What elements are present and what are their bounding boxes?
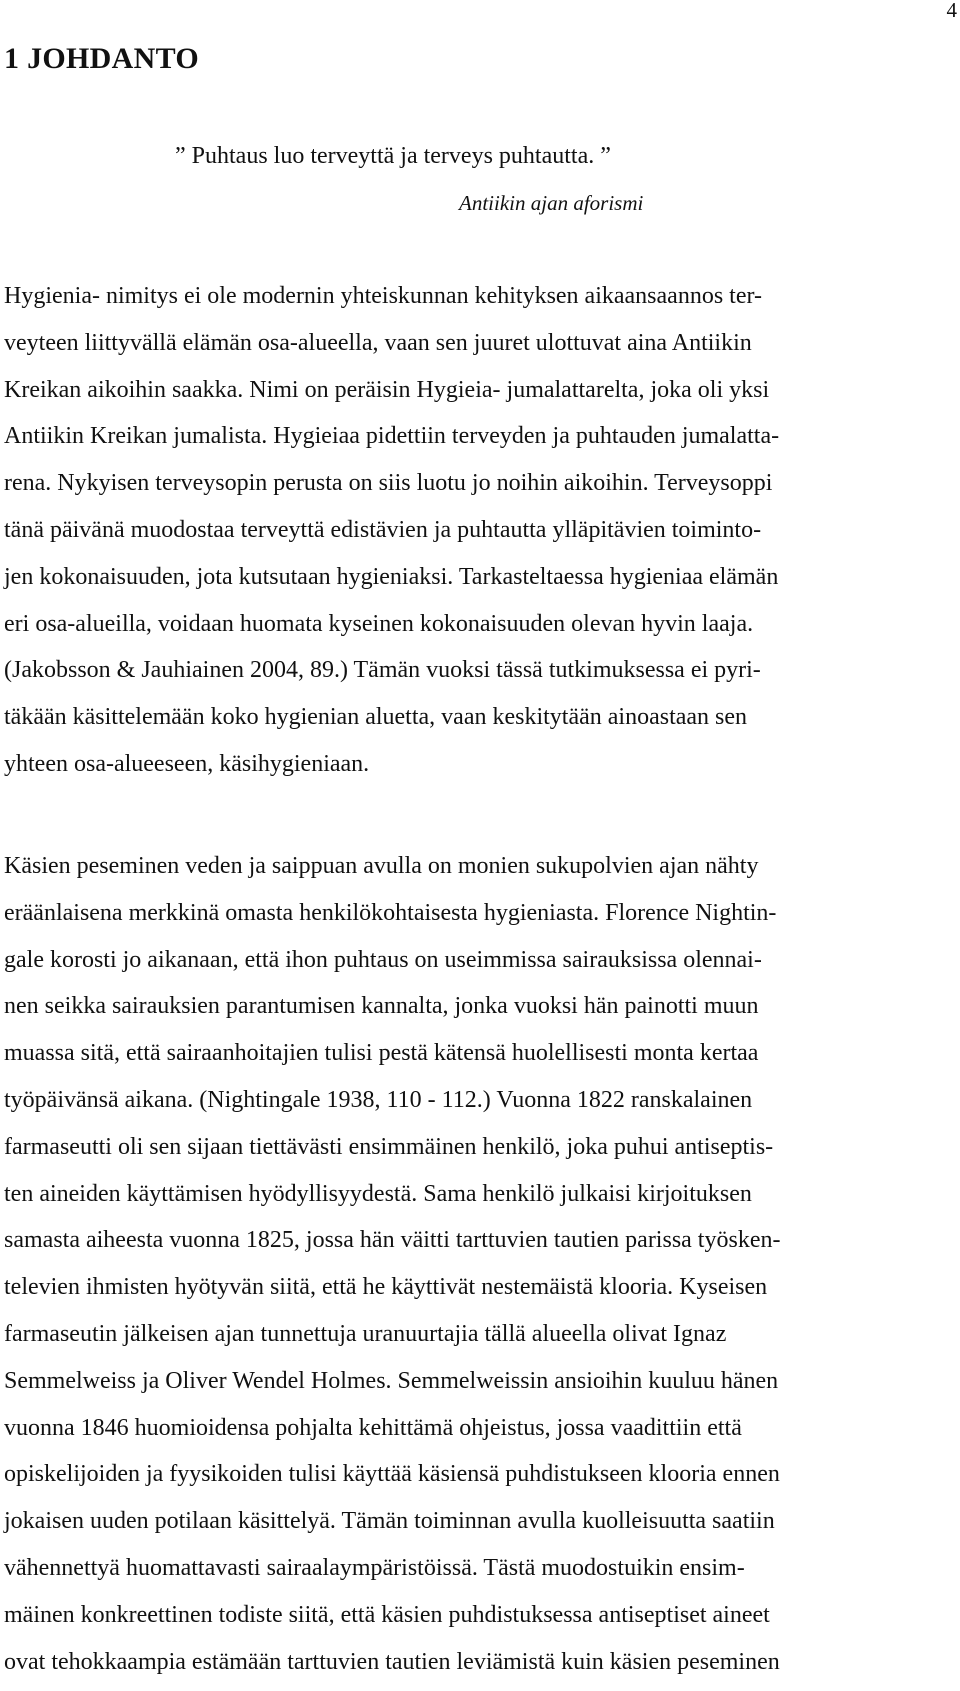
text-line: rena. Nykyisen terveysopin perusta on siis luotu jo noihin aikoihin. Terveysoppi [4,470,773,497]
body-paragraph-2 [4,843,954,1685]
text-line: farmaseutin jälkeisen ajan tunnettuja uranuurtajia tällä alueella olivat Ignaz [4,1320,727,1347]
text-line: Käsien peseminen veden ja saippuan avulla on monien sukupolvien ajan nähty [4,853,759,879]
text-line: muassa sitä, että sairaanhoitajien tulisi pestä kätensä huolellisesti monta kertaa [4,1040,759,1067]
page-number: 4 [946,0,957,22]
text-line: eräänlaisena merkkinä omasta henkilökohtaisesta hygieniasta. Florence Nightin- [4,899,777,926]
text-line: samasta aiheesta vuonna 1825, jossa hän väitti tarttuvien tautien parissa työsken- [4,1227,781,1254]
text-line: ten aineiden käyttämisen hyödyllisyydestä. Sama henkilö julkaisi kirjoituksen [4,1180,752,1207]
text-line: veyteen liittyvällä elämän osa-alueella, vaan sen juuret ulottuvat aina Antiikin [4,329,752,356]
text-line: eri osa-alueilla, voidaan huomata kyseinen kokonaisuuden olevan hyvin laaja. [4,610,754,637]
text-line: täkään käsittelemään koko hygienian aluetta, vaan keskitytään ainoastaan sen [4,704,748,731]
chapter-heading: 1 JOHDANTO [4,42,199,75]
text-line: televien ihmisten hyötyvän siitä, että he käyttivät nestemäistä klooria. Kyseisen [4,1274,768,1301]
epigraph-quote: ” Puhtaus luo terveyttä ja terveys puhtautta. ” [175,143,611,169]
text-line: nen seikka sairauksien parantumisen kannalta, jonka vuoksi hän painotti muun [4,993,759,1020]
text-line: gale korosti jo aikanaan, että ihon puhtaus on useimmissa sairauksissa olennai- [4,946,762,973]
text-line: tänä päivänä muodostaa terveyttä edistävien ja puhtautta ylläpitävien toiminto- [4,516,762,543]
text-line: (Jakobsson & Jauhiainen 2004, 89.) Tämän vuoksi tässä tutkimuksessa ei pyri- [4,657,761,684]
text-line: yhteen osa-alueeseen, käsihygieniaan. [4,750,370,777]
text-line: jen kokonaisuuden, jota kutsutaan hygieniaksi. Tarkasteltaessa hygieniaa elämän [4,563,779,590]
text-line: Kreikan aikoihin saakka. Nimi on peräisin Hygieia- jumalattarelta, joka oli yksi [4,376,770,403]
body-paragraph-1 [4,273,954,788]
text-line: Antiikin Kreikan jumalista. Hygieiaa pidettiin terveyden ja puhtauden jumalatta- [4,423,780,450]
text-line: työpäivänsä aikana. (Nightingale 1938, 110 - 112.) Vuonna 1822 ranskalainen [4,1086,753,1113]
text-line: jokaisen uuden potilaan käsittelyä. Tämän toiminnan avulla kuolleisuutta saatiin [4,1508,775,1535]
text-line: farmaseutti oli sen sijaan tiettävästi ensimmäinen henkilö, joka puhui antiseptis- [4,1133,774,1160]
text-line: ovat tehokkaampia estämään tarttuvien tautien leviämistä kuin käsien peseminen [4,1648,780,1675]
epigraph-attribution: Antiikin ajan aforismi [459,191,644,215]
text-line: vuonna 1846 huomioidensa pohjalta kehittämä ohjeistus, jossa vaadittiin että [4,1414,742,1441]
text-line: mäinen konkreettinen todiste siitä, että käsien puhdistuksessa antiseptiset aineet [4,1601,770,1628]
text-line: Semmelweiss ja Oliver Wendel Holmes. Semmelweissin ansioihin kuuluu hänen [4,1367,779,1394]
text-line: vähennettyä huomattavasti sairaalaympäristöissä. Tästä muodostuikin ensim- [4,1554,745,1581]
text-line: opiskelijoiden ja fyysikoiden tulisi käyttää käsiensä puhdistukseen klooria ennen [4,1461,780,1488]
text-line: Hygienia- nimitys ei ole modernin yhteiskunnan kehityksen aikaansaannos ter- [4,283,762,309]
